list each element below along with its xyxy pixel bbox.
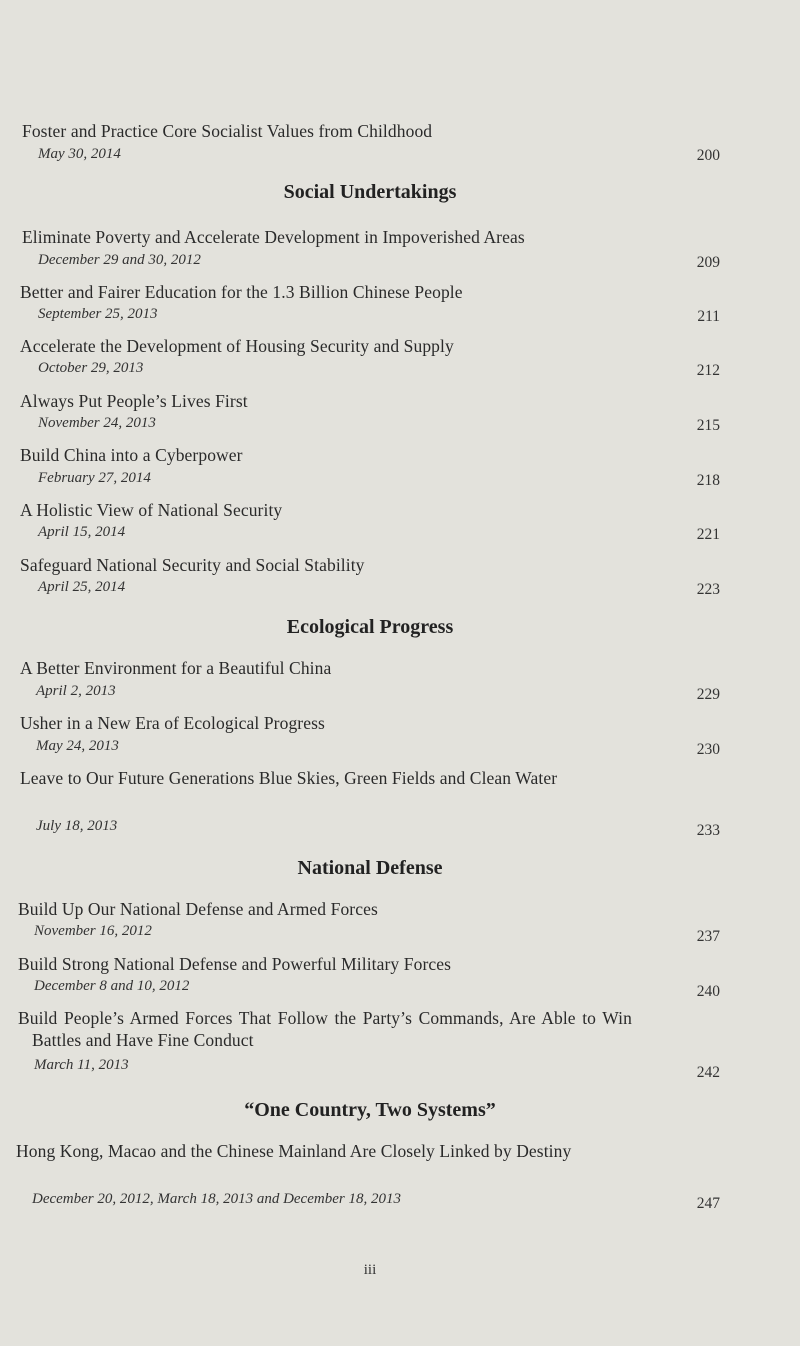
entry-title: Always Put People’s Lives First [20, 391, 248, 411]
entry-page-number: 223 [696, 581, 720, 598]
entry-date: December 8 and 10, 2012 [34, 978, 190, 994]
entry-page-number: 233 [696, 822, 720, 839]
entry-title: Hong Kong, Macao and the Chinese Mainland Are Closely Linked by Destiny [16, 1141, 572, 1161]
section-heading-ecological-progress: Ecological Progress [286, 616, 454, 638]
entry-date: April 2, 2013 [36, 683, 116, 699]
entry-title: Foster and Practice Core Socialist Values from Childhood [22, 121, 433, 141]
entry-date: September 25, 2013 [38, 306, 158, 322]
entry-title: A Better Environment for a Beautiful China [20, 658, 332, 678]
section-heading-national-defense: National Defense [297, 857, 443, 879]
entry-page-number: 200 [696, 147, 720, 164]
entry-page-number: 209 [696, 254, 720, 271]
entry-page-number: 240 [696, 983, 720, 1000]
entry-date: December 20, 2012, March 18, 2013 and December 18, 2013 [32, 1191, 401, 1207]
entry-date: December 29 and 30, 2012 [38, 252, 201, 268]
section-heading-social-undertakings: Social Undertakings [283, 181, 457, 203]
entry-page-number: 215 [696, 417, 720, 434]
entry-page-number: 218 [696, 472, 720, 489]
entry-title: Accelerate the Development of Housing Security and Supply [20, 336, 454, 356]
entry-page-number: 211 [697, 308, 720, 325]
page-folio: iii [363, 1262, 377, 1278]
entry-page-number: 229 [696, 686, 720, 703]
entry-title: Usher in a New Era of Ecological Progress [20, 713, 325, 733]
entry-date: February 27, 2014 [38, 470, 151, 486]
entry-date: March 11, 2013 [34, 1057, 129, 1073]
entry-page-number: 242 [696, 1064, 720, 1081]
entry-date: May 24, 2013 [36, 738, 119, 754]
entry-date: July 18, 2013 [36, 818, 118, 834]
entry-title: Leave to Our Future Generations Blue Skies, Green Fields and Clean Water [20, 768, 558, 788]
entry-date: April 15, 2014 [38, 524, 126, 540]
entry-page-number: 237 [696, 928, 720, 945]
entry-title: Build Strong National Defense and Powerful Military Forces [18, 954, 452, 974]
entry-title: A Holistic View of National Security [20, 500, 283, 520]
section-heading-one-country-two-systems: “One Country, Two Systems” [244, 1099, 496, 1121]
entry-title: Safeguard National Security and Social Stability [20, 555, 365, 575]
entry-date: November 24, 2013 [38, 415, 156, 431]
entry-title: Build China into a Cyberpower [20, 445, 243, 465]
entry-page-number: 221 [696, 526, 720, 543]
entry-date: November 16, 2012 [34, 923, 152, 939]
entry-date: October 29, 2013 [38, 360, 144, 376]
entry-date: April 25, 2014 [38, 579, 126, 595]
entry-title: Build People’s Armed Forces That Follow the Party’s Commands, Are Able to Win Battles and Have Fine Conduct [18, 1008, 632, 1050]
entry-title: Eliminate Poverty and Accelerate Development in Impoverished Areas [22, 227, 525, 247]
entry-page-number: 247 [696, 1195, 720, 1212]
entry-page-number: 212 [696, 362, 720, 379]
entry-title: Build Up Our National Defense and Armed Forces [18, 899, 378, 919]
entry-date: May 30, 2014 [38, 146, 121, 162]
entry-page-number: 230 [696, 741, 720, 758]
entry-title: Better and Fairer Education for the 1.3 Billion Chinese People [20, 282, 463, 302]
